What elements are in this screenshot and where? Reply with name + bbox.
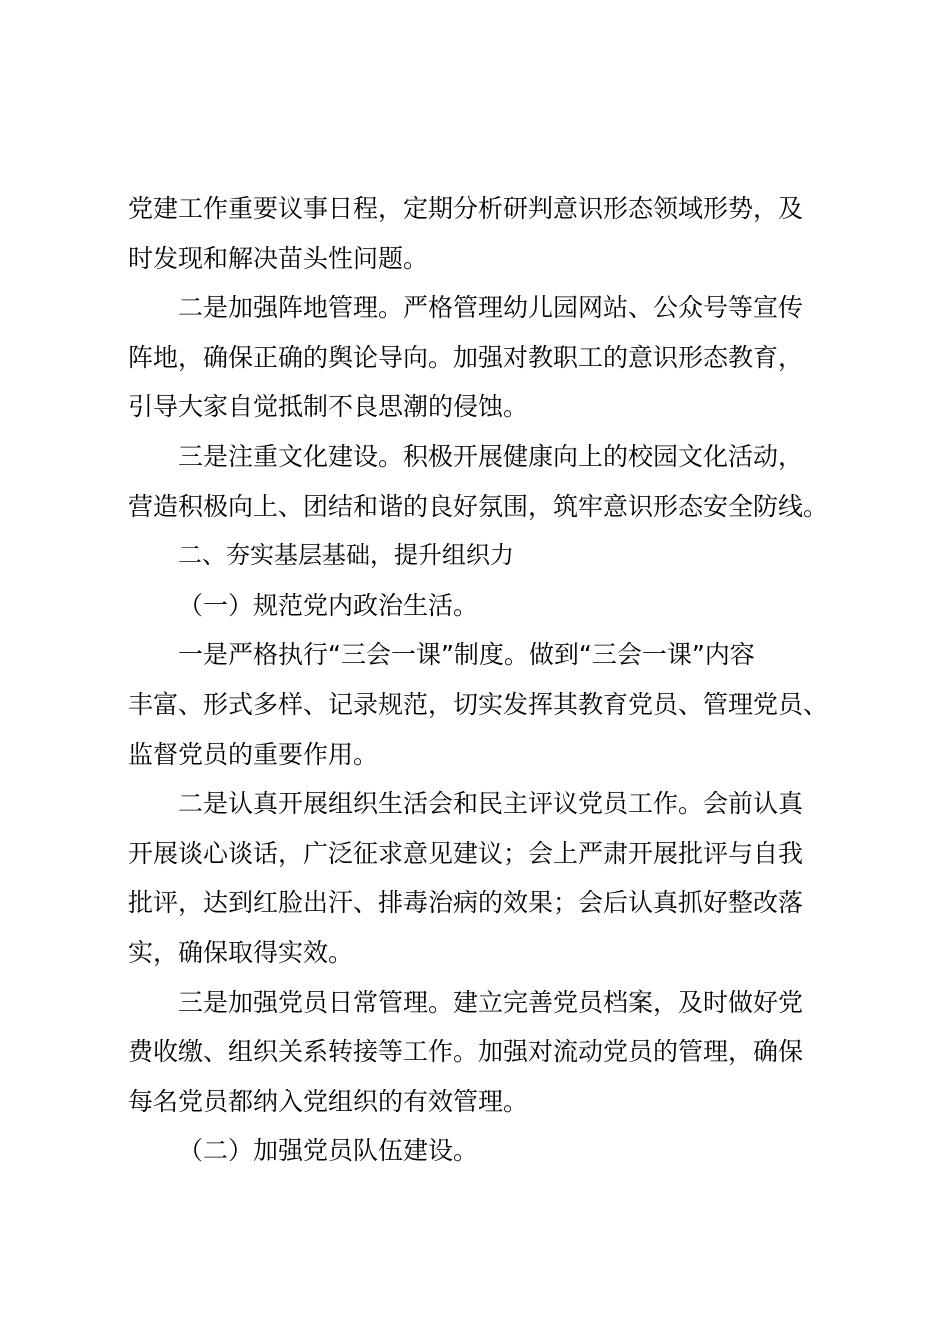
text-line: 实，确保取得实效。 (128, 937, 354, 967)
text-line: 阵地，确保正确的舆论导向。加强对教职工的意识形态教育， (128, 342, 804, 372)
text-line: 营造积极向上、团结和谐的良好氛围，筑牢意识形态安全防线。 (128, 491, 829, 521)
text-line: 时发现和解决苗头性问题。 (128, 243, 429, 273)
text-line: 二是加强阵地管理。严格管理幼儿园网站、公众号等宣传 (178, 293, 804, 323)
document-body (128, 184, 833, 1176)
text-line: 开展谈心谈话，广泛征求意见建议；会上严肃开展批评与自我 (128, 838, 804, 868)
text-line: 批评，达到红脸出汗、排毒治病的效果；会后认真抓好整改落 (128, 888, 804, 918)
text-line: 引导大家自觉抵制不良思潮的侵蚀。 (128, 392, 529, 422)
text-line: 党建工作重要议事日程，定期分析研判意识形态领域形势，及 (128, 194, 804, 223)
text-line: 监督党员的重要作用。 (128, 739, 379, 769)
text-line: 丰富、形式多样、记录规范，切实发挥其教育党员、管理党员、 (128, 689, 829, 719)
text-line: 三是注重文化建设。积极开展健康向上的校园文化活动， (178, 441, 804, 471)
text-line: 每名党员都纳入党组织的有效管理。 (128, 1086, 529, 1116)
text-line: 三是加强党员日常管理。建立完善党员档案，及时做好党 (178, 987, 804, 1017)
text-line: 二是认真开展组织生活会和民主评议党员工作。会前认真 (178, 789, 804, 819)
subsection-heading: （二）加强党员队伍建设。 (178, 1136, 479, 1166)
section-heading: 二、夯实基层基础，提升组织力 (178, 541, 514, 570)
text-line: 费收缴、组织关系转接等工作。加强对流动党员的管理，确保 (128, 1037, 804, 1067)
text-line: 一是严格执行“三会一课”制度。做到“三会一课”内容 (178, 640, 755, 670)
subsection-heading: （一）规范党内政治生活。 (178, 590, 479, 620)
